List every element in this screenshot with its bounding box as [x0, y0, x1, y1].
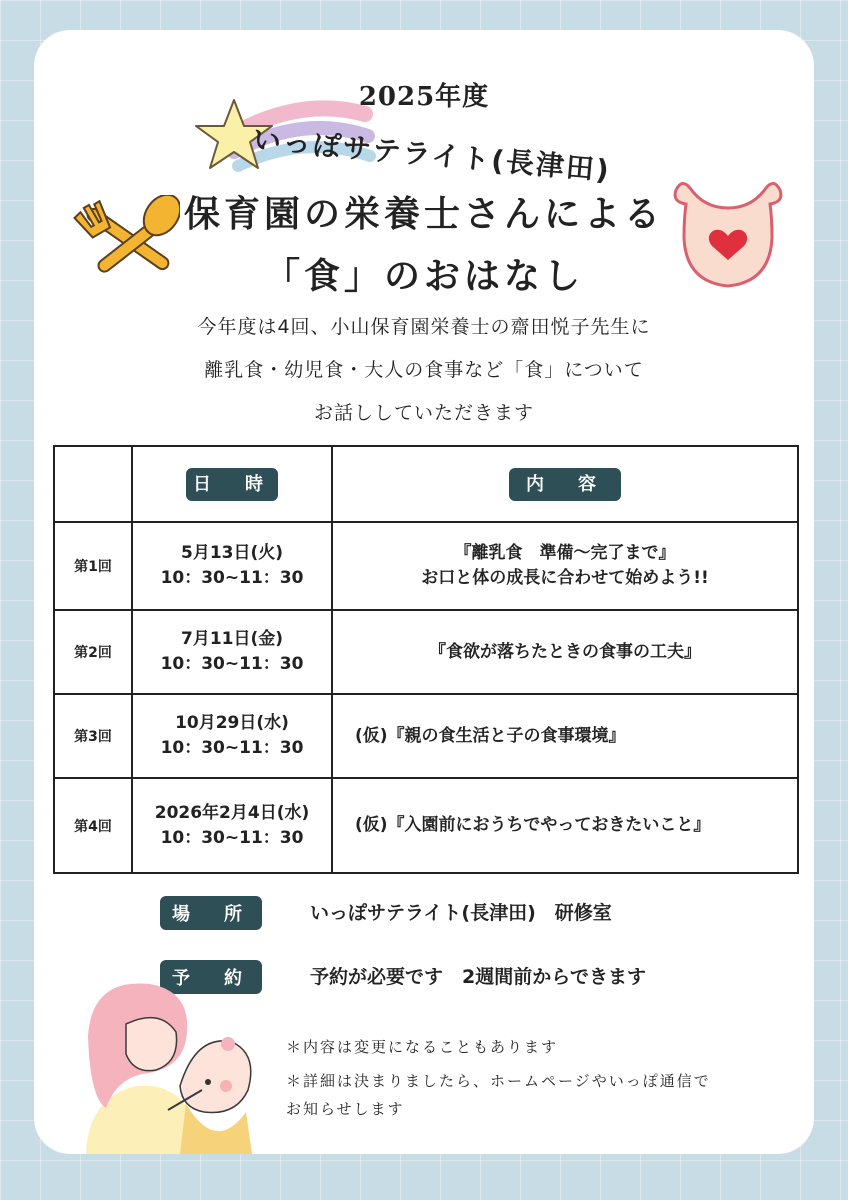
session-topic: 『食欲が落ちたときの食事の工夫』: [429, 641, 701, 662]
intro-line-2: 離乳食・幼児食・大人の食事など「食」について: [204, 359, 644, 381]
note-3: お知らせします: [286, 1100, 405, 1118]
table-row: [54, 778, 798, 873]
subtitle: いっぽサテライト(長津田): [251, 122, 612, 188]
session-date: 10月29日(水): [175, 713, 289, 733]
session-topic: 『離乳食 準備〜完了まで』: [454, 543, 676, 563]
year-label: 2025年度: [358, 82, 490, 112]
session-datetime: [132, 694, 332, 778]
header-date-cell: [132, 446, 332, 522]
session-date: 2026年2月4日(水): [154, 802, 310, 823]
session-time: 10：30~11：30: [160, 827, 304, 848]
session-topic-sub: お口と体の成長に合わせて始めよう!!: [421, 568, 709, 588]
session-content: [332, 778, 798, 873]
note-1: ＊内容は変更になることもあります: [286, 1038, 559, 1056]
intro-line-1: 今年度は4回、小山保育園栄養士の齋田悦子先生に: [197, 316, 651, 338]
session-content: [332, 610, 798, 694]
session-number: 第3回: [54, 694, 132, 778]
note-2: ＊詳細は決まりましたら、ホームページやいっぽ通信で: [286, 1072, 711, 1090]
session-time: 10：30~11：30: [160, 738, 304, 758]
session-content: [332, 522, 798, 610]
table-row: [54, 694, 798, 778]
session-number: 第1回: [54, 522, 132, 610]
header-blank-cell: [54, 446, 132, 522]
schedule-table: [53, 445, 799, 874]
reservation-value: 予約が必要です 2週間前からできます: [310, 966, 647, 988]
mother-baby-illustration: [76, 978, 256, 1154]
intro-line-3: お話ししていただきます: [313, 402, 534, 424]
reservation-label: 予 約: [160, 960, 262, 994]
table-row: [54, 610, 798, 694]
session-datetime: [132, 522, 332, 610]
session-datetime: [132, 610, 332, 694]
session-content: [332, 694, 798, 778]
table-header-row: [54, 446, 798, 522]
date-header-pill: 日 時: [186, 468, 278, 501]
table-row: [54, 522, 798, 610]
session-time: 10：30~11：30: [160, 568, 304, 588]
session-number: 第2回: [54, 610, 132, 694]
header-content-cell: [332, 446, 798, 522]
page-title-line1: 保育園の栄養士さんによる: [183, 194, 664, 235]
content-header-pill: 内 容: [509, 468, 621, 501]
session-topic: (仮)『入園前におうちでやっておきたいこと』: [355, 815, 711, 835]
session-date: 5月13日(火): [180, 543, 284, 563]
session-date: 7月11日(金): [180, 629, 284, 649]
place-label: 場 所: [160, 896, 262, 930]
place-value: いっぽサテライト(長津田) 研修室: [310, 902, 612, 924]
session-time: 10：30~11：30: [160, 654, 304, 674]
session-topic: (仮)『親の食生活と子の食事環境』: [355, 725, 626, 746]
session-datetime: [132, 778, 332, 873]
session-number: 第4回: [54, 778, 132, 873]
page-title-line2: 「食」のおはなし: [263, 256, 584, 297]
